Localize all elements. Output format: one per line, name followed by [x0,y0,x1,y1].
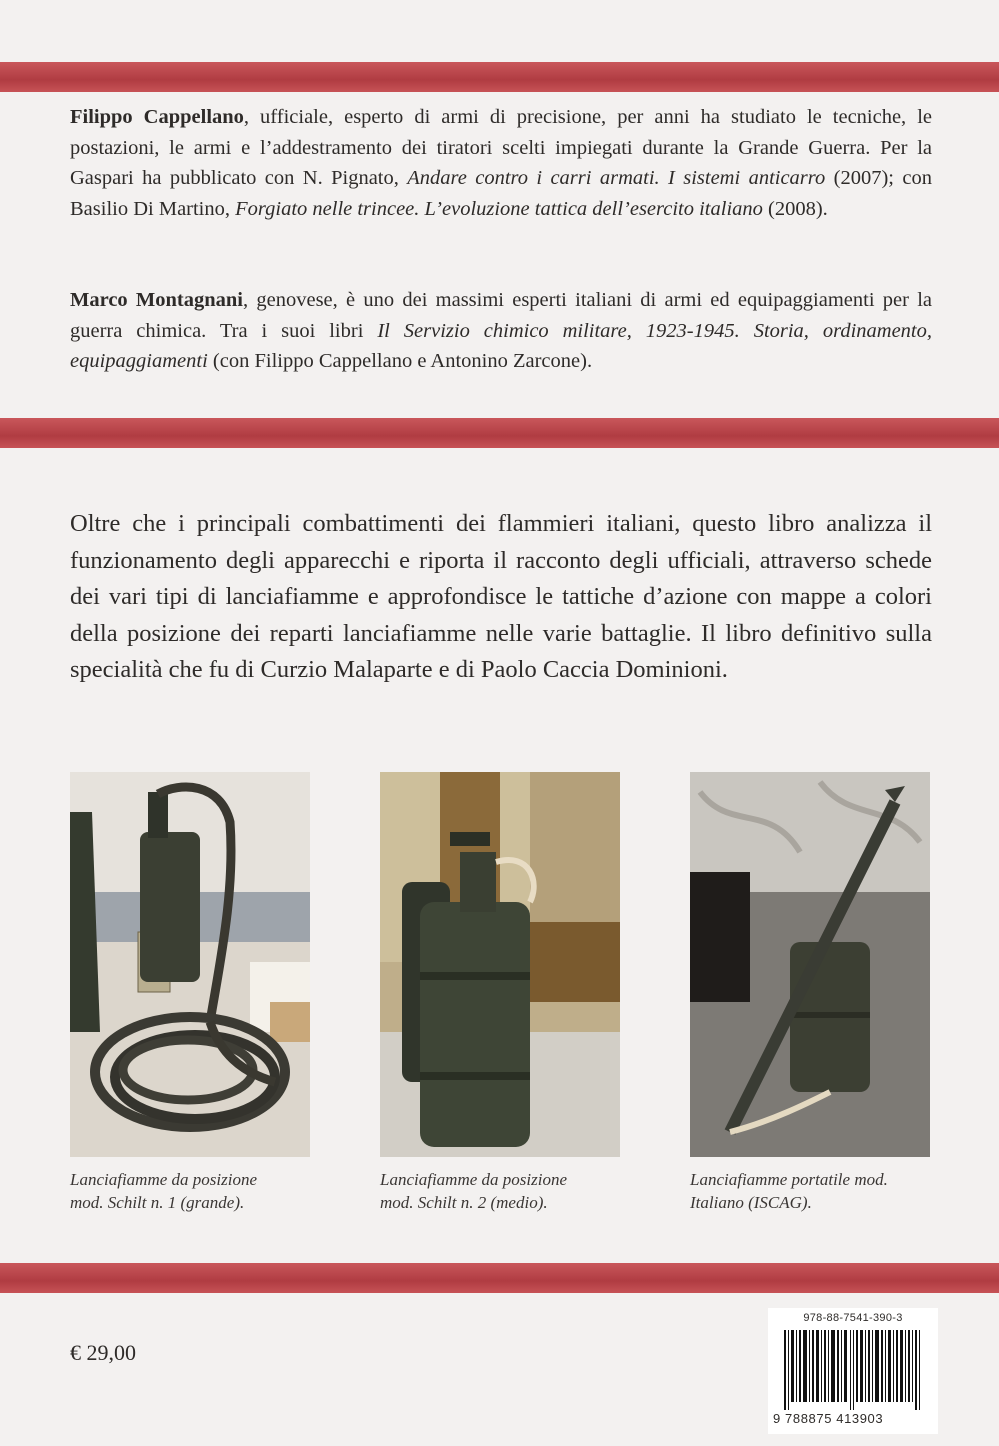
book-title: Il Servizio chimico militare, 1923-1945. Storia, ordinamento, equipaggiamenti [70,319,932,372]
middle-red-band [0,418,999,448]
photo-schilt-2 [380,772,620,1157]
author-name: Marco Montagnani [70,289,243,311]
bottom-red-band [0,1263,999,1293]
top-red-band [0,62,999,92]
author-name: Filippo Cappellano [70,106,244,128]
barcode-digits: 9 788875 413903 [773,1411,884,1426]
caption-schilt-2: Lanciafiamme da posizione mod. Schilt n. 2 (medio). [380,1170,567,1212]
book-title: Andare contro i carri armati. I sistemi anticarro [407,167,826,189]
book-title: Forgiato nelle trincee. L’evoluzione tattica dell’esercito italiano [235,197,763,220]
price: € 29,00 [70,1340,136,1365]
caption-iscag: Lanciafiamme portatile mod. Italiano (ISCAG). [690,1170,888,1212]
isbn-number: 978-88-7541-390-3 [803,1312,903,1324]
author-bio-montagnani: Marco Montagnani, genovese, è uno dei massimi esperti italiani di armi ed equipaggiamenti per la guerra chimica. Tra i suoi libri Il Servizio chimico militare, 1923-1945. Storia, ordinamento, equipaggiamenti (con Filippo Cappellano e Antonino Zarcone). [70,289,932,372]
photo-schilt-1 [70,772,310,1157]
barcode [768,1308,938,1434]
photo-iscag [690,772,930,1157]
barcode-bars [784,1330,924,1410]
author-bio-cappellano: Filippo Cappellano, ufficiale, esperto di armi di precisione, per anni ha studiato le tecniche, le postazioni, le armi e l’addestramento dei tiratori scelti impiegati durante la Grande Guerra. Per la Gaspari ha pubblicato con N. Pignato, Andare contro i carri armati. I sistemi anticarro (2007); con Basilio Di Martino, Forgiato nelle trincee. L’evoluzione tattica dell’esercito italiano (2008). [70,106,932,220]
caption-schilt-1: Lanciafiamme da posizione mod. Schilt n. 1 (grande). [70,1170,257,1212]
book-description: Oltre che i principali combattimenti dei flammieri italiani, questo libro analizza il funzionamento degli apparecchi e riporta il racconto degli ufficiali, attraverso schede dei vari tipi di lanciafiamme e approfondisce le tattiche d’azione con mappe a colori della posizione dei reparti lanciafiamme nelle varie battaglie. Il libro definitivo sulla specialità che fu di Curzio Malaparte e di Paolo Caccia Dominioni. [70,510,932,683]
